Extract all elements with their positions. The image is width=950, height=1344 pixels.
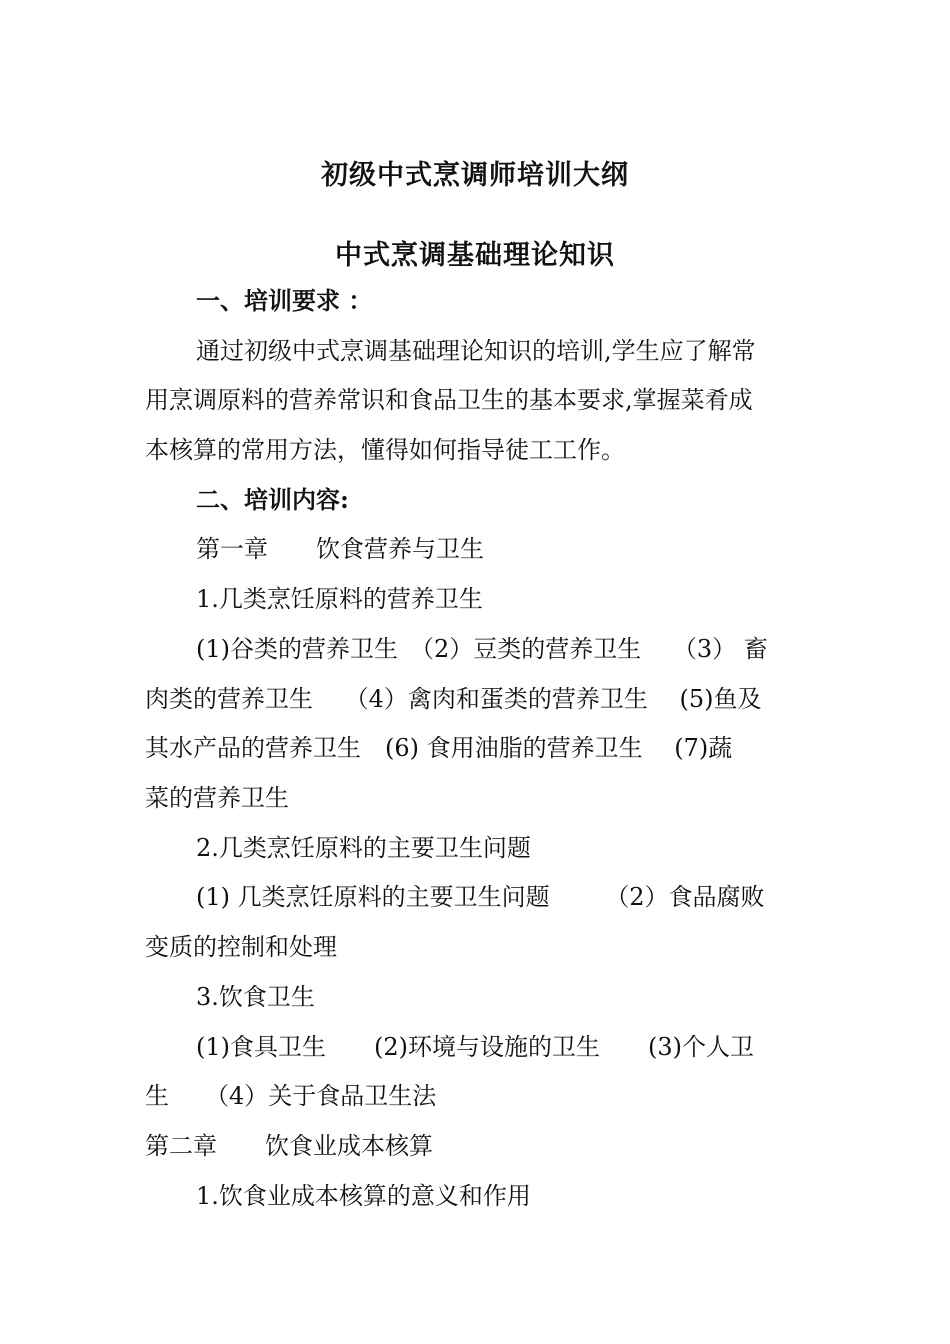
section-heading-requirements: 一、培训要求 ： — [196, 286, 373, 315]
paragraph-line: 菜的营养卫生 — [145, 784, 289, 812]
document-subtitle: 中式烹调基础理论知识 — [335, 240, 615, 271]
list-item: 1.饮食业成本核算的意义和作用 — [196, 1182, 531, 1210]
paragraph-line: 通过初级中式烹调基础理论知识的培训,学生应了解常 — [196, 337, 756, 365]
paragraph-line: 其水产品的营养卫生 (6) 食用油脂的营养卫生 (7)蔬 — [145, 734, 733, 762]
paragraph-line: (1) 几类烹饪原料的主要卫生问题 （2）食品腐败 — [196, 883, 765, 911]
paragraph-line: 肉类的营养卫生 （4）禽肉和蛋类的营养卫生 (5)鱼及 — [145, 685, 762, 713]
paragraph-line: 本核算的常用方法，懂得如何指导徒工工作。 — [145, 436, 625, 464]
paragraph-line: (1)谷类的营养卫生 （2）豆类的营养卫生 （3） 畜 — [196, 635, 768, 663]
list-item: 1.几类烹饪原料的营养卫生 — [196, 585, 483, 613]
paragraph-line: 变质的控制和处理 — [145, 933, 337, 961]
list-item: 2.几类烹饪原料的主要卫生问题 — [196, 834, 531, 862]
paragraph-line: (1)食具卫生 (2)环境与设施的卫生 (3)个人卫 — [196, 1033, 754, 1061]
chapter-heading: 第二章 饮食业成本核算 — [145, 1132, 433, 1160]
section-heading-content: 二、培训内容: — [196, 485, 349, 514]
paragraph-line: 生 （4）关于食品卫生法 — [145, 1082, 437, 1110]
chapter-heading: 第一章 饮食营养与卫生 — [196, 535, 484, 563]
document-title: 初级中式烹调师培训大纲 — [321, 160, 629, 191]
list-item: 3.饮食卫生 — [196, 983, 315, 1011]
paragraph-line: 用烹调原料的营养常识和食品卫生的基本要求,掌握菜肴成 — [145, 386, 753, 414]
